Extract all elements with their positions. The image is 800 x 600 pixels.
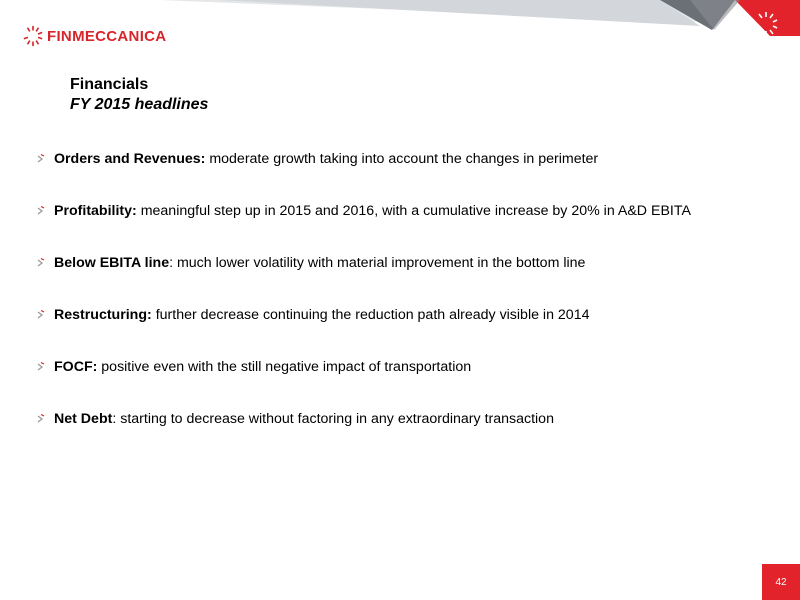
bullet-list xyxy=(36,150,786,462)
bullet-heading: FOCF: xyxy=(54,359,98,375)
page-number: 42 xyxy=(762,564,800,600)
list-item xyxy=(36,202,786,254)
list-item xyxy=(36,150,786,202)
list-item xyxy=(36,254,786,306)
bullet-arrow-icon xyxy=(36,309,48,321)
list-item xyxy=(36,306,786,358)
list-item xyxy=(36,410,786,462)
bullet-text: further decrease continuing the reduction path already visible in 2014 xyxy=(151,307,590,323)
finmeccanica-star-icon xyxy=(22,25,44,47)
bullet-heading: Net Debt xyxy=(54,411,113,427)
title-subtitle: FY 2015 headlines xyxy=(70,96,209,113)
bullet-heading: Orders and Revenues: xyxy=(54,151,206,167)
bullet-arrow-icon xyxy=(36,413,48,425)
company-logo xyxy=(22,18,166,54)
bullet-text: moderate growth taking into account the changes in perimeter xyxy=(205,151,599,167)
bullet-arrow-icon xyxy=(36,361,48,373)
bullet-text: : much lower volatility with material improvement in the bottom line xyxy=(169,255,586,271)
logo-text: FINMECCANICA xyxy=(47,27,167,45)
title-main: Financials xyxy=(70,76,149,93)
bullet-text: meaningful step up in 2015 and 2016, with a cumulative increase by 20% in A&D EBITA xyxy=(136,203,691,219)
bullet-text: positive even with the still negative impact of transportation xyxy=(97,359,472,375)
page-title xyxy=(70,75,208,115)
bullet-arrow-icon xyxy=(36,257,48,269)
bullet-arrow-icon xyxy=(36,205,48,217)
list-item xyxy=(36,358,786,410)
bullet-heading: Below EBITA line xyxy=(54,255,170,271)
bullet-heading: Restructuring: xyxy=(54,307,152,323)
bullet-heading: Profitability: xyxy=(54,203,137,219)
bullet-arrow-icon xyxy=(36,153,48,165)
bullet-text: : starting to decrease without factoring in any extraordinary transaction xyxy=(112,411,554,427)
